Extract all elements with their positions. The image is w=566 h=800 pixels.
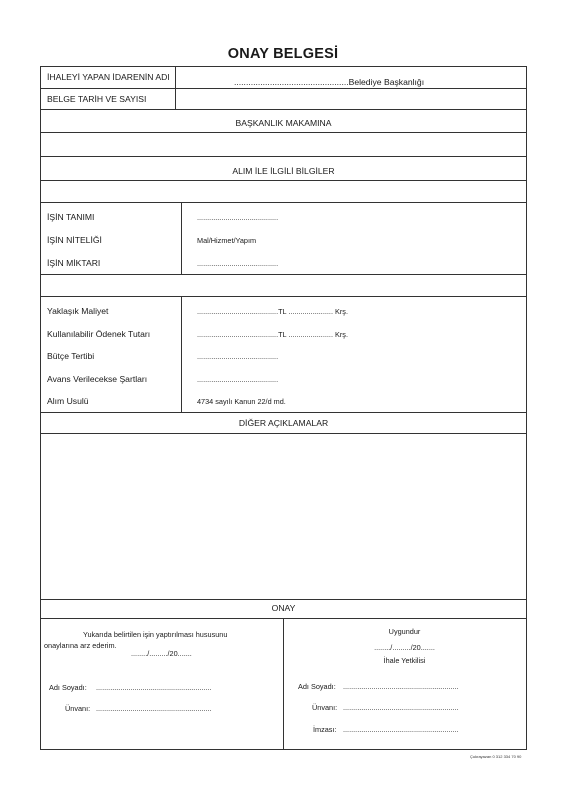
belge-label: BELGE TARİH VE SAYISI <box>47 94 147 104</box>
onay-left-title-field[interactable]: ......................................................... <box>96 704 212 713</box>
onay-right-name-field[interactable]: ......................................................... <box>343 682 459 691</box>
onay-right-name-label: Adı Soyadı: <box>298 682 336 691</box>
belge-value-field[interactable] <box>177 89 525 108</box>
isin-niteligi-field[interactable]: Mal/Hizmet/Yapım <box>197 236 257 245</box>
idare-value-field[interactable]: ................................................Belediye Başkanlığı <box>234 77 425 87</box>
onay-right-sign-label: İmzası: <box>313 725 337 734</box>
onay-left-name-label: Adı Soyadı: <box>49 683 87 692</box>
onay-right-uygundur: Uygundur <box>388 627 421 636</box>
idare-label: İHALEYİ YAPAN İDARENİN ADI <box>47 72 170 82</box>
printer-footer: Çukrayazan 0 312 334 70 90 <box>470 754 522 759</box>
onay-right-date-field[interactable]: ......../........./20....... <box>374 643 435 652</box>
header-end-line <box>41 109 526 110</box>
onay-left-title-label: Ünvanı: <box>65 704 91 713</box>
isin-niteligi-label: İŞİN NİTELİĞİ <box>47 235 102 245</box>
butce-tertibi-label: Bütçe Tertibi <box>47 351 95 361</box>
onay-right-sign-field[interactable]: ......................................................... <box>343 725 459 734</box>
diger-aciklamalar-area[interactable] <box>41 434 526 598</box>
onay-left-date-field[interactable]: ......../........./20....... <box>131 649 192 658</box>
diger-heading: DİĞER AÇIKLAMALAR <box>238 418 329 428</box>
isin-tanimi-label: İŞİN TANIMI <box>47 212 95 222</box>
alim-blank-field[interactable] <box>41 275 526 296</box>
form-frame <box>40 66 527 750</box>
line <box>41 180 526 181</box>
onay-right-yetkili: İhale Yetkilisi <box>383 656 426 665</box>
line <box>41 412 526 413</box>
yaklasik-maliyet-label: Yaklaşık Maliyet <box>47 306 109 316</box>
cost-divider <box>181 296 182 412</box>
baskanlik-heading: BAŞKANLIK MAKAMINA <box>235 118 332 128</box>
onay-right-title-field[interactable]: ......................................................... <box>343 703 459 712</box>
onay-left-line1: Yukarıda belirtilen işin yaptırılması hususunu <box>83 630 228 639</box>
line <box>41 599 526 600</box>
isin-miktari-label: İŞİN MİKTARI <box>47 258 101 268</box>
odenek-tutari-label: Kullanılabilir Ödenek Tutarı <box>47 329 151 339</box>
line <box>41 202 526 203</box>
onay-left-line2: onaylarına arz ederim. <box>44 641 117 650</box>
onay-heading: ONAY <box>271 603 296 613</box>
yaklasik-maliyet-field[interactable]: ........................................TL ...................... Krş. <box>197 307 348 316</box>
alim-usulu-field[interactable]: 4734 sayılı Kanun 22/d md. <box>197 397 286 406</box>
line <box>41 296 526 297</box>
onay-divider <box>283 618 284 749</box>
odenek-tutari-field[interactable]: ........................................TL ...................... Krş. <box>197 330 348 339</box>
baskanlik-blank-field[interactable] <box>41 133 526 155</box>
page-title: ONAY BELGESİ <box>227 46 339 62</box>
avans-sartlari-label: Avans Verilecekse Şartları <box>47 374 148 384</box>
onay-right-title-label: Ünvanı: <box>312 703 338 712</box>
butce-tertibi-field[interactable]: ........................................ <box>197 352 279 361</box>
alim-heading: ALIM İLE İLGİLİ BİLGİLER <box>232 166 335 176</box>
alim-usulu-label: Alım Usulü <box>47 396 89 406</box>
avans-sartlari-field[interactable]: ........................................ <box>197 375 279 384</box>
alim-divider <box>181 202 182 274</box>
isin-miktari-field[interactable]: ........................................ <box>197 259 279 268</box>
line <box>41 156 526 157</box>
isin-tanimi-field[interactable]: ........................................ <box>197 213 279 222</box>
onay-left-name-field[interactable]: ......................................................... <box>96 683 212 692</box>
